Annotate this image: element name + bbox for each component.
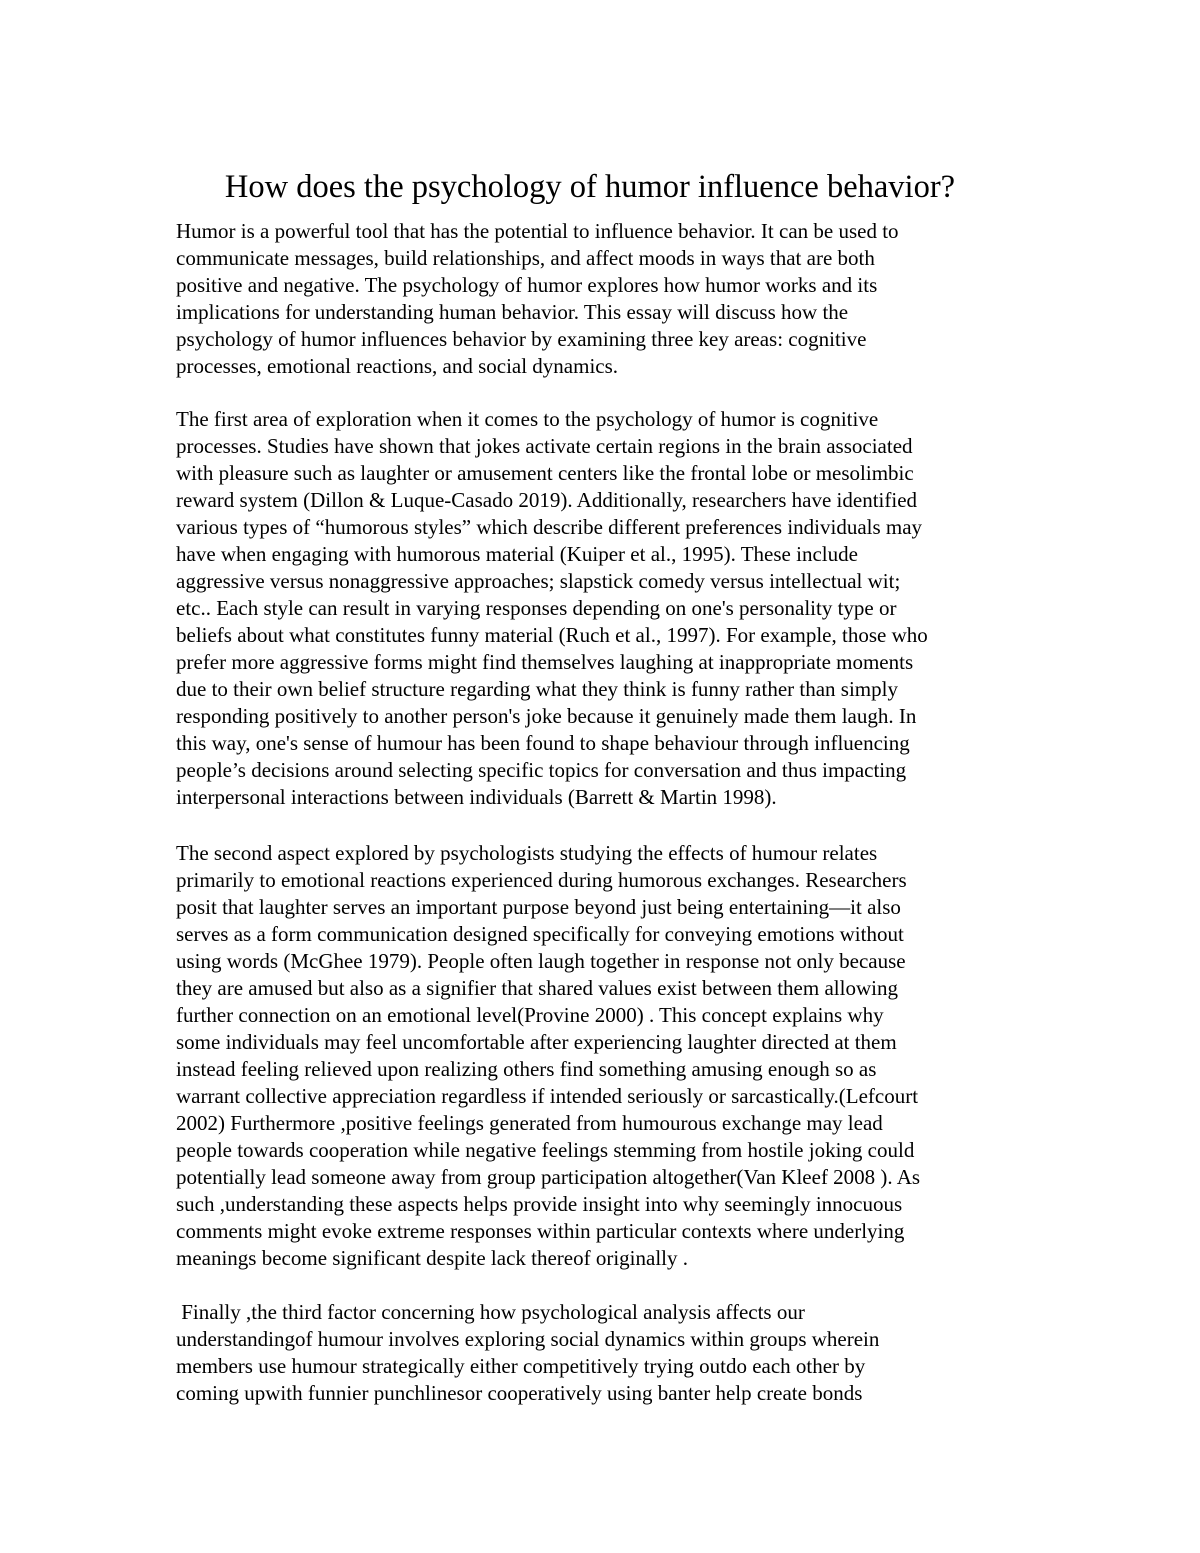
text-line: have when engaging with humorous material (Kuiper et al., 1995). These include [176,542,858,566]
text-line: people towards cooperation while negative feelings stemming from hostile joking could [176,1138,915,1162]
text-line: processes, emotional reactions, and social dynamics. [176,354,619,378]
text-line: some individuals may feel uncomfortable after experiencing laughter directed at them [176,1030,897,1054]
text-line: warrant collective appreciation regardless if intended seriously or sarcastically.(Lefcourt [176,1084,919,1108]
text-line: further connection on an emotional level(Provine 2000) . This concept explains why [176,1003,884,1027]
text-line: positive and negative. The psychology of humor explores how humor works and its [176,273,878,297]
text-line: reward system (Dillon & Luque-Casado 2019). Additionally, researchers have identified [176,488,918,512]
text-line: etc.. Each style can result in varying responses depending on one's personality type or [176,596,897,620]
text-line: processes. Studies have shown that jokes activate certain regions in the brain associated [176,434,913,458]
text-line: responding positively to another person's joke because it genuinely made them laugh. In [176,704,917,728]
text-line: due to their own belief structure regarding what they think is funny rather than simply [176,677,898,701]
text-line: using words (McGhee 1979). People often laugh together in response not only because [176,949,906,973]
text-line: 2002) Furthermore ,positive feelings generated from humourous exchange may lead [176,1111,883,1135]
document-title: How does the psychology of humor influence behavior? [224,169,956,205]
text-line: instead feeling relieved upon realizing others find something amusing enough so as [176,1057,877,1081]
text-line: they are amused but also as a signifier that shared values exist between them allowing [176,976,898,1000]
text-line: potentially lead someone away from group participation altogether(Van Kleef 2008 ). As [176,1165,921,1189]
text-line: The first area of exploration when it comes to the psychology of humor is cognitive [176,407,879,431]
text-line: aggressive versus nonaggressive approaches; slapstick comedy versus intellectual wit; [176,569,901,593]
text-line: meanings become significant despite lack thereof originally . [176,1246,688,1270]
text-line: interpersonal interactions between individuals (Barrett & Martin 1998). [176,785,777,809]
text-line: prefer more aggressive forms might find themselves laughing at inappropriate moments [176,650,914,674]
text-line: coming upwith funnier punchlinesor cooperatively using banter help create bonds [176,1381,863,1405]
text-line: beliefs about what constitutes funny material (Ruch et al., 1997). For example, those who [176,623,928,647]
text-line: communicate messages, build relationships, and affect moods in ways that are both [176,246,875,270]
text-line: Humor is a powerful tool that has the potential to influence behavior. It can be used to [176,219,899,243]
text-line: understandingof humour involves exploring social dynamics within groups wherein [176,1327,880,1351]
text-line: implications for understanding human behavior. This essay will discuss how the [176,300,849,324]
text-line: Finally ,the third factor concerning how psychological analysis affects our [176,1300,805,1324]
text-line: people’s decisions around selecting specific topics for conversation and thus impacting [176,758,907,782]
text-line: members use humour strategically either competitively trying outdo each other by [176,1354,866,1378]
text-line: psychology of humor influences behavior by examining three key areas: cognitive [176,327,867,351]
text-line: primarily to emotional reactions experienced during humorous exchanges. Researchers [176,868,907,892]
text-line: The second aspect explored by psychologists studying the effects of humour relates [176,841,878,865]
text-line: such ,understanding these aspects helps provide insight into why seemingly innocuous [176,1192,903,1216]
text-line: comments might evoke extreme responses within particular contexts where underlying [176,1219,905,1243]
text-line: posit that laughter serves an important purpose beyond just being entertaining—it also [176,895,901,919]
text-line: serves as a form communication designed specifically for conveying emotions without [176,922,904,946]
text-line: various types of “humorous styles” which describe different preferences individuals may [176,515,923,539]
text-line: this way, one's sense of humour has been found to shape behaviour through influencing [176,731,910,755]
text-line: with pleasure such as laughter or amusement centers like the frontal lobe or mesolimbic [176,461,914,485]
